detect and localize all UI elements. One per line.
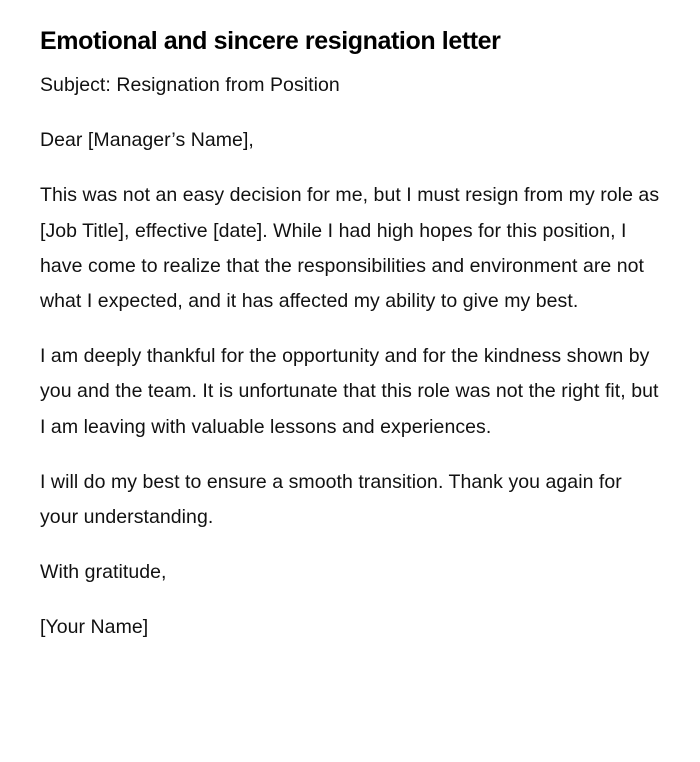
- body-paragraph-2: I am deeply thankful for the opportunity and for the kindness shown by you and the team. It is unfortunate that this role was not the right fit, but I am leaving with valuable lessons and experiences.: [40, 345, 659, 438]
- subject-line: Subject: Resignation from Position: [40, 74, 340, 96]
- body-paragraph-3: I will do my best to ensure a smooth transition. Thank you again for your understanding.: [40, 470, 622, 529]
- signature: [Your Name]: [40, 616, 149, 639]
- salutation: Dear [Manager’s Name],: [40, 129, 254, 152]
- closing: With gratitude,: [40, 561, 167, 584]
- body-paragraph-1: This was not an easy decision for me, but I must resign from my role as [Job Title], effective [date]. While I had high hopes for this position, I have come to realize that the responsibilities and environment are not what I expected, and it has affected my ability to give my best.: [40, 184, 660, 313]
- document-title: Emotional and sincere resignation letter: [40, 27, 501, 55]
